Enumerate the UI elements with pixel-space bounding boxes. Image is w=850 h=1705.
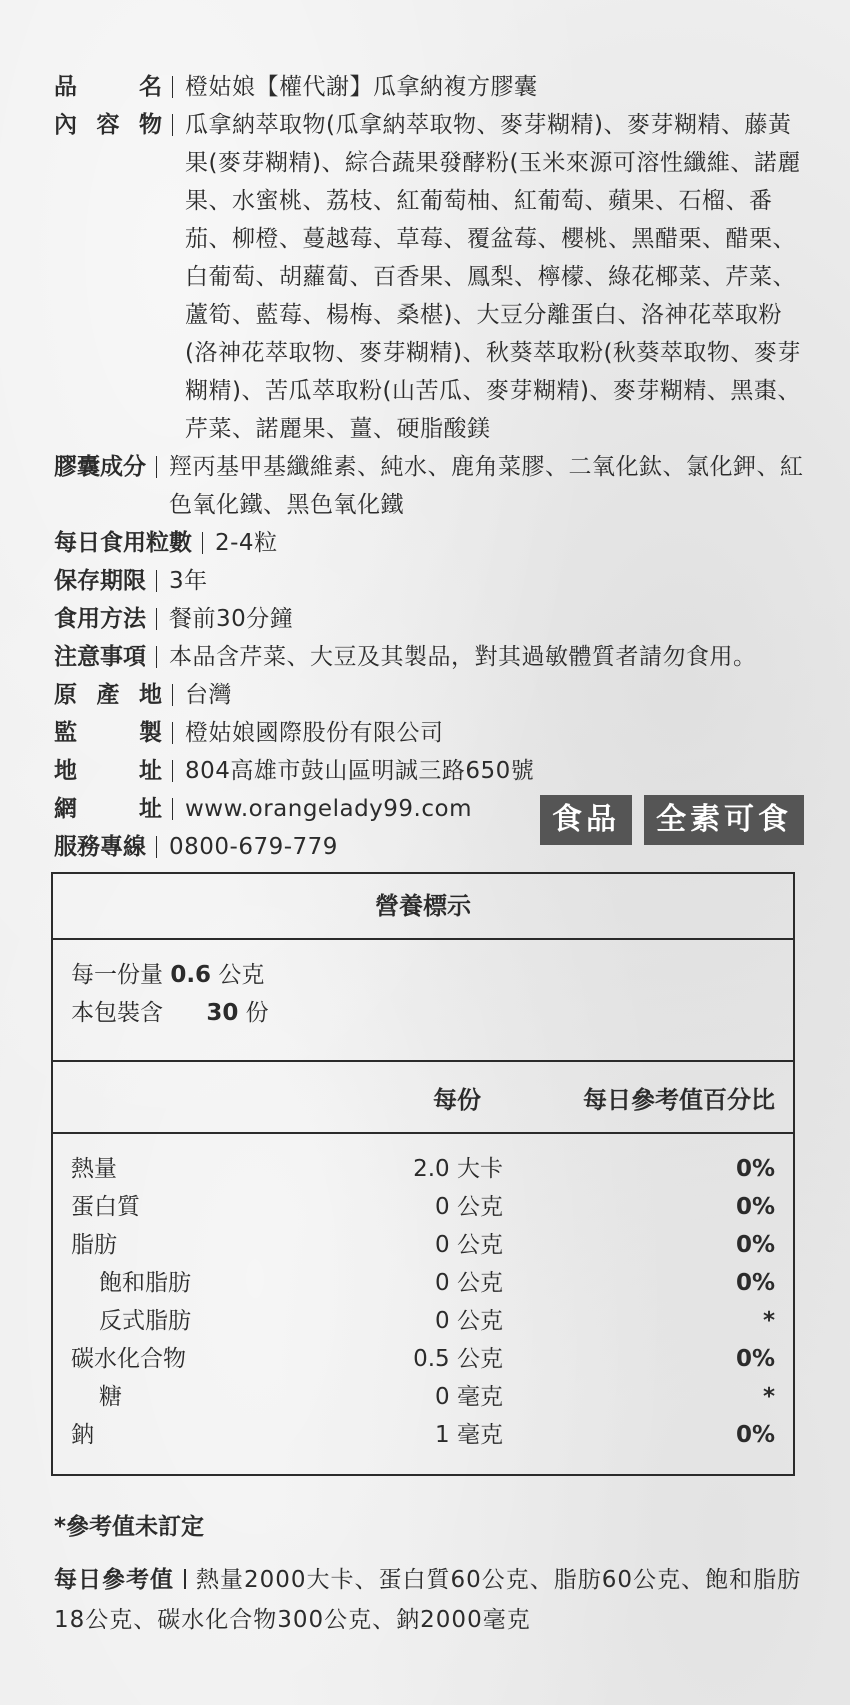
nutrition-column-headers [53, 1062, 793, 1134]
spec-key: 地 址 [54, 758, 162, 784]
spec-row-shelf-life [54, 562, 814, 600]
website-link[interactable]: www.orangelady99.com [185, 796, 472, 822]
reference-footnote: *參考值未訂定 [54, 1514, 205, 1540]
spec-row-supervisor [54, 714, 814, 752]
food-badge: 食品 [540, 795, 632, 845]
nutrition-title: 營養標示 [53, 874, 793, 940]
spec-row-ingredients [54, 106, 814, 448]
spec-row-address [54, 752, 814, 790]
nutrient-row-protein: 蛋白質 0 公克 0% [71, 1194, 775, 1220]
spec-value: 橙姑娘【權代謝】瓜拿納複方膠囊 [185, 74, 538, 100]
spec-key: 食用方法 [54, 606, 146, 632]
spec-value: 瓜拿納萃取物(瓜拿納萃取物、麥芽糊精)、麥芽糊精、藤黃果(麥芽糊精)、綜合蔬果發酵粉(玉米來源可溶性纖維、諾麗果、水蜜桃、荔枝、紅葡萄柚、紅葡萄、蘋果、石榴、番茄、柳橙、蔓越莓、草莓、覆盆莓、櫻桃、黑醋栗、醋栗、白葡萄、胡蘿蔔、百香果、鳳梨、檸檬、綠花椰菜、芹菜、蘆筍、藍莓、楊梅、桑椹)、大豆分離蛋白、洛神花萃取粉(洛神花萃取物、麥芽糊精)、秋葵萃取粉(秋葵萃取物、麥芽糊精)、苦瓜萃取粉(山苦瓜、麥芽糊精)、麥芽糊精、黑棗、芹菜、諾麗果、薑、硬脂酸鎂 [185, 112, 801, 442]
spec-key: 內 容 物 [54, 112, 162, 138]
spec-row-daily-dose [54, 524, 814, 562]
spec-value: 餐前30分鐘 [169, 606, 294, 632]
vegan-badge: 全素可食 [644, 795, 804, 845]
nutrient-row-energy: 熱量 2.0 大卡 0% [71, 1156, 775, 1182]
spec-value: 橙姑娘國際股份有限公司 [185, 720, 444, 746]
spec-key: 網 址 [54, 796, 162, 822]
daily-ref-label: 每日參考值 [54, 1567, 174, 1593]
spec-key: 每日食用粒數 [54, 530, 192, 556]
spec-key: 品 名 [54, 74, 162, 100]
serving-size: 每一份量 0.6 公克 [71, 962, 265, 988]
nutrient-row-sodium: 鈉 1 毫克 0% [71, 1422, 775, 1448]
nutrition-facts-table [51, 872, 795, 1476]
spec-value: 3年 [169, 568, 208, 594]
spec-value: 本品含芹菜、大豆及其製品，對其過敏體質者請勿食用。 [169, 644, 757, 670]
spec-key: 膠囊成分 [54, 454, 146, 480]
servings-per-package: 本包裝含 30 份 [71, 1000, 269, 1026]
daily-reference-values [54, 1560, 824, 1640]
spec-value: 台灣 [185, 682, 232, 708]
spec-key: 監 製 [54, 720, 162, 746]
per-serving-header: 每份 [433, 1086, 481, 1114]
spec-value: 羥丙基甲基纖維素、純水、鹿角菜膠、二氧化鈦、氯化鉀、紅色氧化鐵、黑色氧化鐵 [169, 454, 804, 518]
nutrient-row-saturated-fat: 飽和脂肪 0 公克 0% [99, 1270, 775, 1296]
serving-info [53, 940, 793, 1062]
daily-pct-header: 每日參考值百分比 [583, 1086, 775, 1114]
spec-row-usage [54, 600, 814, 638]
spec-row-name [54, 68, 814, 106]
hotline-number: 0800-679-779 [169, 834, 338, 860]
nutrient-row-sugar: 糖 0 毫克 * [99, 1384, 775, 1410]
spec-key: 服務專線 [54, 834, 146, 860]
spec-row-origin [54, 676, 814, 714]
badge-group [540, 795, 804, 845]
nutrient-row-carbohydrate: 碳水化合物 0.5 公克 0% [71, 1346, 775, 1372]
spec-value: 2-4粒 [215, 530, 278, 556]
nutrition-rows [53, 1134, 793, 1450]
spec-value: 804高雄市鼓山區明誠三路650號 [185, 758, 535, 784]
spec-row-caution [54, 638, 814, 676]
product-spec-list [54, 68, 814, 866]
spec-key: 保存期限 [54, 568, 146, 594]
daily-ref-text: 熱量2000大卡、蛋白質60公克、脂肪60公克、飽和脂肪18公克、碳水化合物300公克、鈉2000毫克 [54, 1567, 802, 1633]
nutrient-row-trans-fat: 反式脂肪 0 公克 * [99, 1308, 775, 1334]
spec-key: 注意事項 [54, 644, 146, 670]
spec-key: 原 產 地 [54, 682, 162, 708]
spec-row-capsule [54, 448, 814, 524]
nutrient-row-fat: 脂肪 0 公克 0% [71, 1232, 775, 1258]
